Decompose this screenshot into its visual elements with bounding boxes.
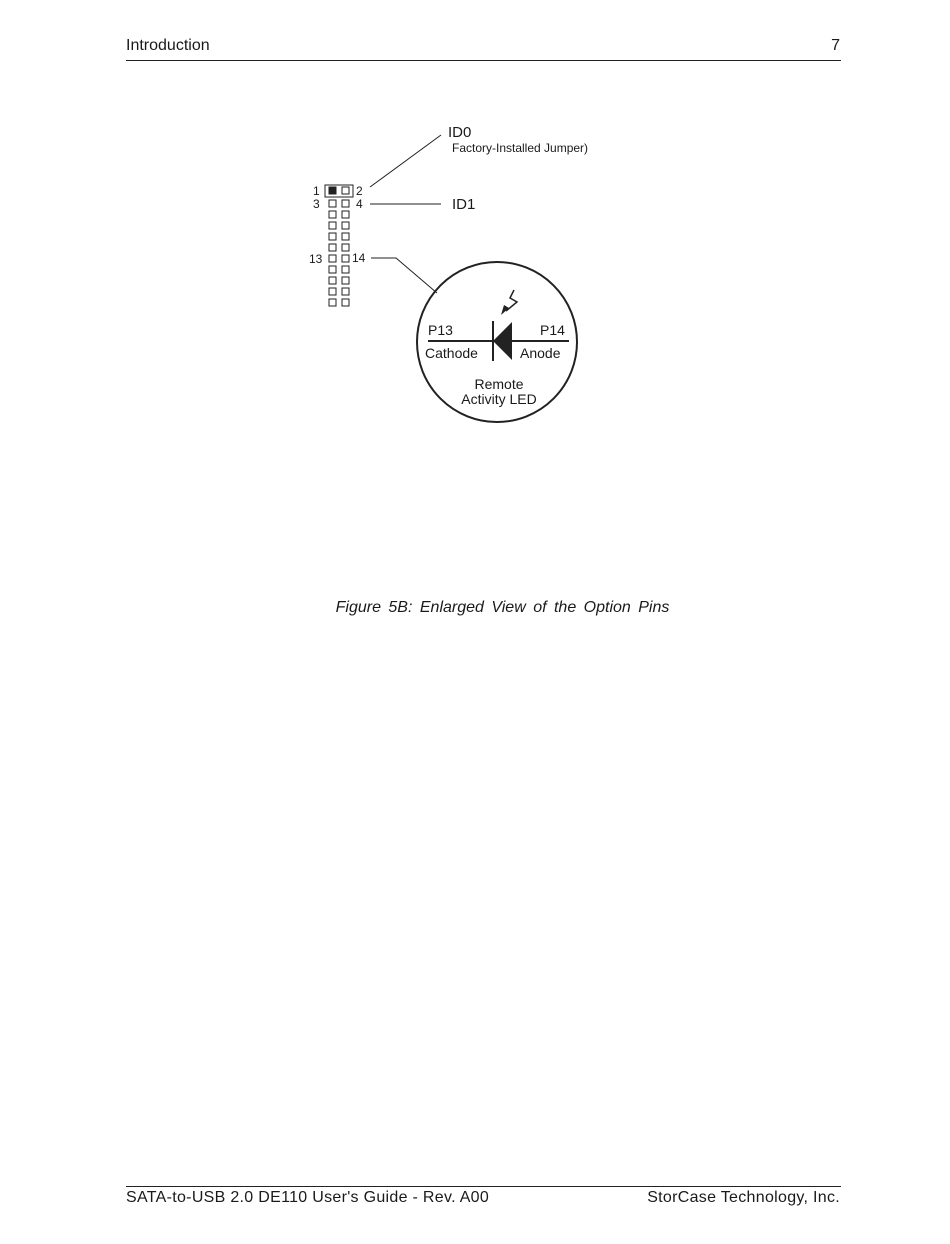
footer-divider [126, 1186, 841, 1187]
led-title-line1: Remote [474, 376, 524, 392]
footer-company: StorCase Technology, Inc. [647, 1189, 840, 1206]
figure-caption: Figure 5B: Enlarged View of the Option Pins [335, 599, 670, 616]
id0-leader [370, 135, 441, 187]
pin14-leader [371, 258, 437, 293]
id0-label: ID0 [448, 124, 472, 141]
pin-1-label: 1 [313, 184, 320, 198]
header-page-number: 7 [831, 37, 840, 54]
p14-label: P14 [540, 322, 565, 338]
header-section-title: Introduction [126, 37, 210, 54]
pin-14-label: 14 [352, 251, 366, 265]
id1-label: ID1 [452, 196, 476, 213]
pin-13-label: 13 [309, 252, 323, 266]
pin-4-label: 4 [356, 197, 363, 211]
cathode-label: Cathode [425, 345, 478, 361]
p13-label: P13 [428, 322, 453, 338]
id0-note: Factory-Installed Jumper) [452, 141, 589, 155]
pin-3-label: 3 [313, 197, 320, 211]
pin-grid [329, 187, 349, 306]
diode-icon [493, 322, 512, 360]
pin-1 [329, 187, 336, 194]
anode-label: Anode [520, 345, 561, 361]
led-title-line2: Activity LED [461, 391, 537, 407]
footer-document-title: SATA-to-USB 2.0 DE110 User's Guide - Rev. A00 [126, 1189, 490, 1206]
pin-2-label: 2 [356, 184, 363, 198]
option-pins-figure [0, 0, 950, 600]
